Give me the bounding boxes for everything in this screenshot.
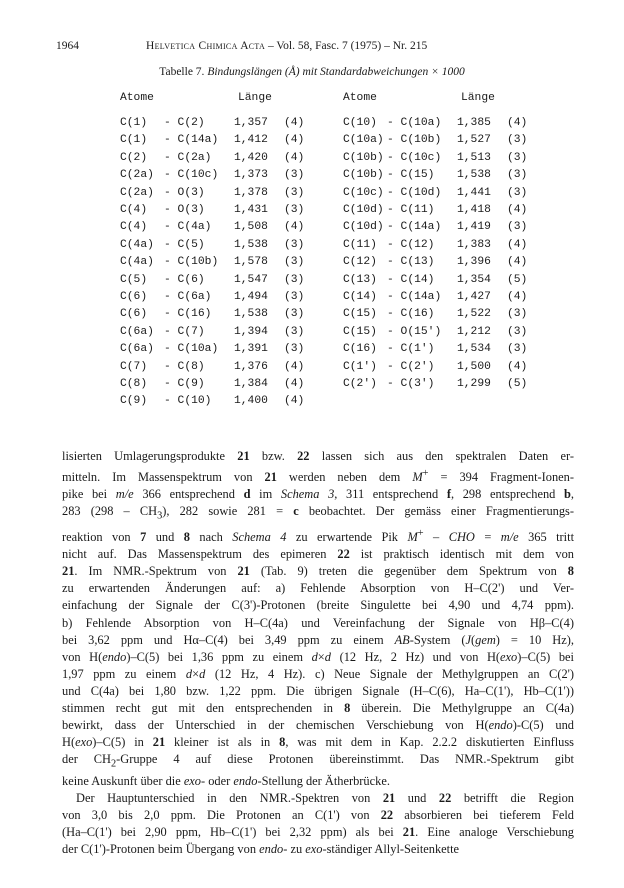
std-dev: (3) [284,325,305,338]
std-dev: (4) [507,360,528,373]
std-dev: (3) [284,308,305,321]
column-header-length: Länge [238,92,272,104]
atom-1: C(4) [120,204,148,216]
atom-2: - O(3) [164,186,205,199]
bond-length: 1,500 [457,360,491,373]
bond-length: 1,357 [234,117,268,129]
std-dev: (4) [284,134,305,147]
text-line: 283 $(298 - CH_3)$, 282 sowie 281 = c beobachtet. Der gemäss einer Fragmentierungs- [62,504,575,522]
std-dev: (3) [507,151,528,164]
text-line: und C(4a) bei 1,80 bzw. 1,22 ppm. Die übrigen Signale (H–C(6), Ha–C(1'), Hb–C(1')) [62,683,574,698]
bond-length: 1,420 [234,151,268,164]
atom-2: - C(10d) [387,186,442,199]
std-dev: (3) [507,221,528,234]
bond-length: 1,212 [457,325,491,338]
text-line: keine Auskunft über die exo- oder endo-Stellung der Ätherbrücke. [62,773,390,788]
atom-1: C(12) [343,256,377,269]
std-dev: (4) [284,117,305,129]
bond-length: 1,378 [234,186,268,199]
std-dev: (3) [284,169,305,182]
std-dev: (5) [507,273,528,286]
text-line: 1,97 ppm zu einem d×d (12 Hz, 4 Hz). c) Neue Signale der Methylgruppen an C(2') [62,666,575,681]
text-line: (Ha–C(1') bei 2,90 ppm, Hb–C(1') bei 2,32 ppm) als bei 21. Eine analoge Verschiebung [62,825,574,840]
std-dev: (3) [507,325,528,338]
std-dev: (3) [284,204,305,216]
bond-length: 1,396 [457,256,491,269]
atom-2: - C(16) [164,308,212,321]
bond-length: 1,384 [234,378,268,390]
std-dev: (4) [507,204,528,216]
atom-2: - C(10c) [164,169,219,182]
std-dev: (3) [284,238,305,251]
std-dev: (3) [284,186,305,199]
atom-2: - C(2a) [164,151,212,164]
atom-1: C(1) [120,117,148,129]
atom-1: C(6) [120,291,148,303]
atom-2: - C(14a) [164,134,219,147]
atom-1: C(5) [120,273,148,286]
bond-length: 1,373 [234,169,268,182]
atom-1: C(10b) [343,151,384,164]
text-line: b) Fehlende Absorption von H–C(4a) und Vereinfachung der Signale von Hβ–C(4) [62,615,574,630]
text-line: mitteln. Im Massenspektrum von 21 werden neben dem M+ = 394 Fragment-Ionen- [62,468,574,485]
atom-1: C(6) [120,308,148,321]
atom-1: C(6a) [120,343,154,356]
atom-1: C(10c) [343,186,384,199]
page-number: 1964 [56,40,79,52]
bond-length: 1,299 [457,378,491,390]
atom-2: - C(11) [387,204,435,216]
atom-2: - C(4a) [164,221,212,234]
text-line: pike bei m/e 366 entsprechend d im Schema 3, 311 entsprechend f, 298 entsprechend b, [62,487,575,502]
bond-length: 1,538 [457,169,491,182]
atom-1: C(2a) [120,169,154,182]
atom-2: - C(16) [387,308,435,321]
bond-length: 1,441 [457,186,491,199]
std-dev: (4) [284,221,305,234]
journal-issue: – Vol. 58, Fasc. 7 (1975) – Nr. 215 [267,40,428,52]
atom-1: C(10d) [343,204,384,216]
bond-length: 1,385 [457,117,491,129]
std-dev: (4) [284,360,305,373]
bond-length: 1,354 [457,273,491,286]
table-caption-text: Bindungslängen (Å) mit Standardabweichungen × 1000 [207,66,465,78]
bond-length: 1,419 [457,221,491,234]
column-header-length: Länge [461,92,495,104]
atom-1: C(15) [343,308,377,321]
text-line: lisierten Umlagerungsprodukte 21 bzw. 22 lassen sich aus den spektralen Daten er- [62,449,574,463]
table-caption [0,66,624,78]
atom-1: C(13) [343,273,377,286]
text-line: H(exo)–C(5) in 21 kleiner ist als in 8, was mit dem in Kap. 2.2.2 diskutierten Einfluss [62,735,575,750]
text-line: zu erwartenden Änderungen auf: a) Fehlende Absorption von H–C(2') und Ver- [62,581,574,596]
atom-1: C(6a) [120,325,154,338]
std-dev: (4) [284,378,305,390]
atom-1: C(16) [343,343,377,356]
std-dev: (3) [284,291,305,303]
bond-length: 1,578 [234,256,268,269]
text-line: bewirkt, dass der Unterschied in der chemischen Verschiebung von H(endo)-C(5) und [62,718,574,733]
bond-length: 1,431 [234,204,268,216]
std-dev: (4) [284,395,305,408]
bond-length: 1,383 [457,238,491,251]
text-line: der $CH_2$-Gruppe 4 auf diese Protonen übereinstimmt. Das NMR.-Spektrum gibt [62,752,574,770]
atom-1: C(11) [343,238,377,251]
bond-length: 1,391 [234,343,268,356]
std-dev: (4) [507,256,528,269]
atom-2: - C(2') [387,360,435,373]
atom-1: C(10d) [343,221,384,234]
atom-1: C(7) [120,360,148,373]
std-dev: (4) [284,151,305,164]
journal-name: Helvetica Chimica Acta [146,40,266,52]
std-dev: (3) [507,134,528,147]
atom-2: - C(10b) [164,256,219,269]
atom-2: - C(6a) [164,291,212,303]
body-text [62,448,574,858]
journal-line [146,40,427,52]
atom-2: - O(15') [387,325,442,338]
atom-2: - C(15) [387,169,435,182]
atom-1: C(8) [120,378,148,390]
bond-length: 1,400 [234,395,268,408]
std-dev: (3) [284,256,305,269]
atom-2: - C(10c) [387,151,442,164]
text-line: von 3,0 bis 2,0 ppm. Die Protonen an C(1') von 22 absorbieren bei tieferem Feld [62,808,574,823]
std-dev: (4) [507,291,528,303]
atom-2: - O(3) [164,204,205,216]
text-line: der C(1')-Protonen beim Übergang von endo- zu exo-ständiger Allyl-Seitenkette [62,842,460,857]
atom-2: - C(14a) [387,221,442,234]
std-dev: (3) [507,186,528,199]
text-line: einfachung der Signale der C(3')-Protonen (breite Singulette bei 4,90 und 4,74 ppm). [62,598,574,613]
text-line: Der Hauptunterschied in den NMR.-Spektren von 21 und 22 betrifft die Region [76,790,575,805]
bond-length: 1,412 [234,134,268,147]
atom-2: - C(3') [387,378,435,390]
table-caption-label: Tabelle 7. [159,66,205,78]
atom-1: C(2a) [120,186,154,199]
bond-length: 1,376 [234,360,268,373]
atom-2: - C(9) [164,378,205,390]
bond-length: 1,538 [234,238,268,251]
std-dev: (3) [507,343,528,356]
bond-length: 1,394 [234,325,268,338]
bond-length: 1,547 [234,273,268,286]
atom-2: - C(10b) [387,134,442,147]
atom-2: - C(10a) [387,117,442,129]
atom-2: - C(5) [164,238,205,251]
bond-length: 1,494 [234,291,268,303]
text-line: stimmen recht gut mit den entsprechenden in 8 überein. Die Methylgruppe an C(4a) [62,701,574,716]
atom-2: - C(8) [164,360,205,373]
atom-1: C(1) [120,134,148,147]
atom-2: - C(6) [164,273,205,286]
bond-length: 1,527 [457,134,491,147]
atom-1: C(10a) [343,134,384,147]
std-dev: (3) [284,273,305,286]
text-line: bei 3,62 ppm und Hα–C(4) bei 3,49 ppm zu einem AB-System (J(gem) = 10 Hz), [62,632,574,647]
bond-length: 1,538 [234,308,268,321]
text-line: nicht auf. Das Massenspektrum des epimeren 22 ist praktisch identisch mit dem von [62,547,574,562]
text-line: 21. Im NMR.-Spektrum von 21 (Tab. 9) treten die gegenüber dem Spektrum von 8 [62,564,574,579]
bond-length: 1,513 [457,151,491,164]
atom-1: C(4) [120,221,148,234]
running-header [56,40,576,54]
column-header-atoms: Atome [343,92,377,104]
atom-2: - C(2) [164,117,205,129]
atom-1: C(10b) [343,169,384,182]
std-dev: (3) [284,343,305,356]
atom-1: C(2') [343,378,377,390]
atom-2: - C(14a) [387,291,442,303]
atom-2: - C(13) [387,256,435,269]
bond-length: 1,427 [457,291,491,303]
atom-2: - C(10) [164,395,212,408]
atom-2: - C(1') [387,343,435,356]
atom-1: C(4a) [120,238,154,251]
atom-1: C(15) [343,325,377,338]
atom-1: C(2) [120,151,148,164]
atom-2: - C(10a) [164,343,219,356]
bond-length: 1,508 [234,221,268,234]
atom-1: C(9) [120,395,148,408]
atom-2: - C(12) [387,238,435,251]
atom-1: C(1') [343,360,377,373]
std-dev: (4) [507,117,528,129]
bond-length: 1,534 [457,343,491,356]
column-header-atoms: Atome [120,92,154,104]
std-dev: (4) [507,238,528,251]
text-line: reaktion von 7 und 8 nach Schema 4 zu erwartende Pik M+ – CHO = m/e 365 tritt [62,527,575,545]
atom-2: - C(14) [387,273,435,286]
std-dev: (3) [507,308,528,321]
atom-1: C(4a) [120,256,154,269]
bond-length: 1,418 [457,204,491,216]
bond-length: 1,522 [457,308,491,321]
std-dev: (3) [507,169,528,182]
atom-1: C(10) [343,117,377,129]
text-line: von H(endo)–C(5) bei 1,36 ppm zu einem d×d (12 Hz, 2 Hz) und von H(exo)–C(5) bei [62,649,574,664]
std-dev: (5) [507,378,528,390]
atom-2: - C(7) [164,325,205,338]
atom-1: C(14) [343,291,377,303]
